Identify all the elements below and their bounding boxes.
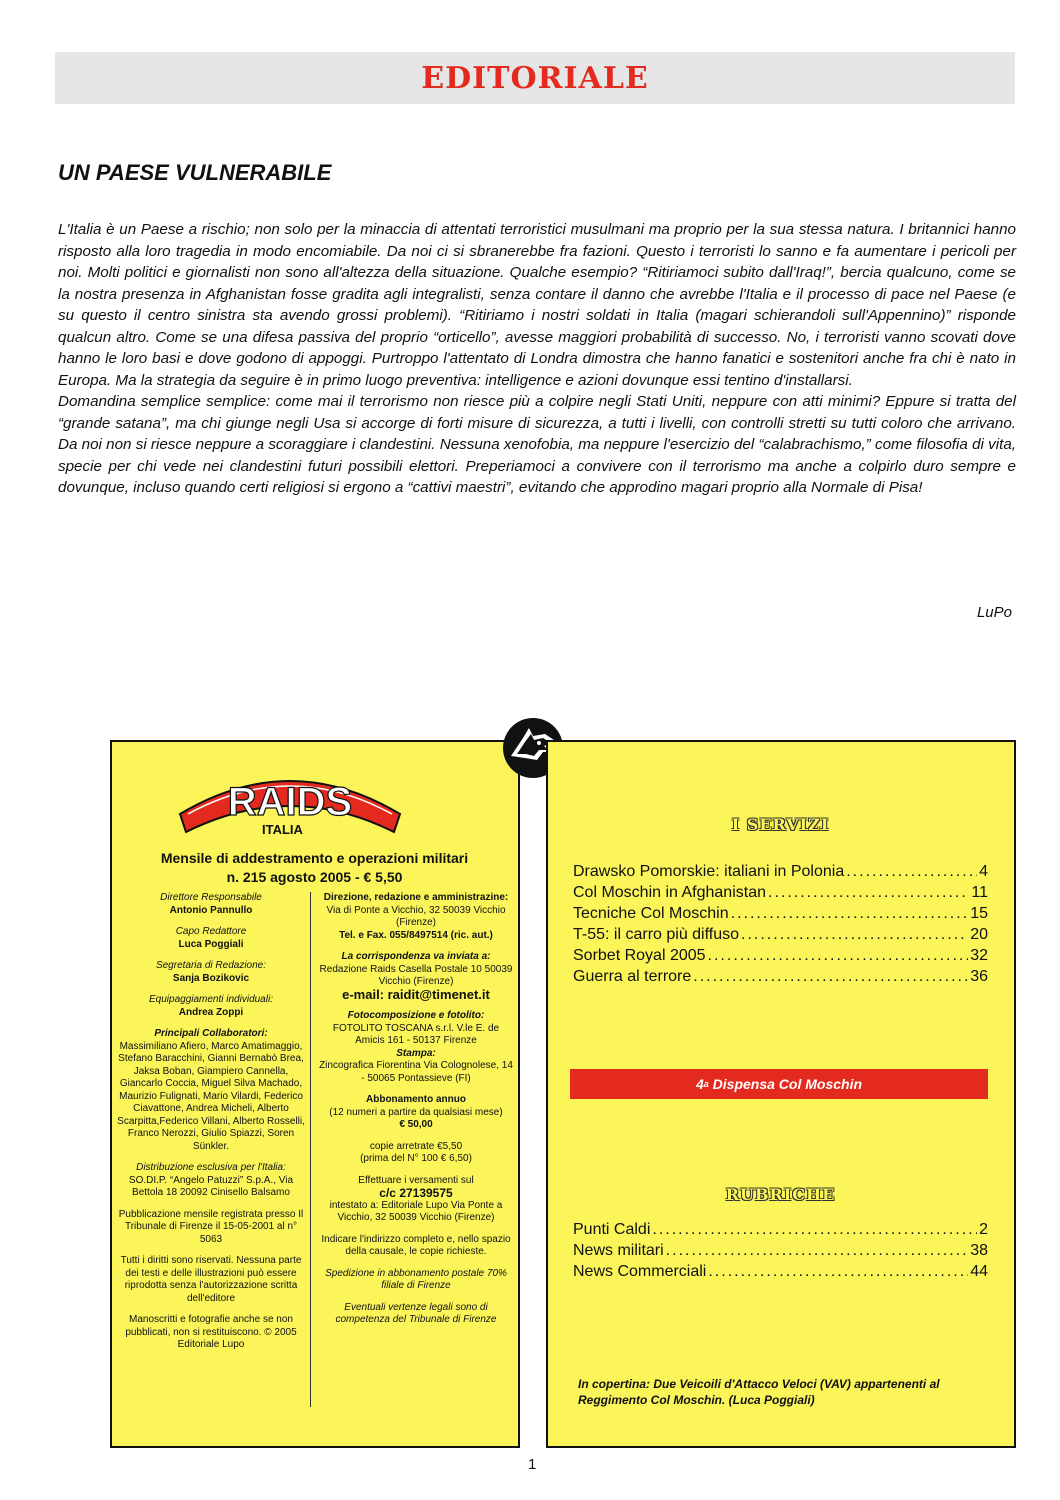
corr-label: La corrispondenza va inviata a: — [341, 951, 491, 962]
toc-leader — [768, 882, 969, 903]
toc-page: 2 — [979, 1221, 988, 1238]
magazine-subtitle: Mensile di addestramento e operazioni militari — [160, 850, 469, 866]
equip-label: Equipaggiamenti individuali: — [149, 994, 273, 1005]
segreteria-label: Segretaria di Redazione: — [155, 960, 267, 971]
toc-row[interactable] — [573, 966, 988, 987]
abbon-price: € 50,00 — [399, 1119, 433, 1130]
editorial-body — [58, 219, 1016, 499]
cover-note: In copertina: Due Veicoili d'Attacco Veloci (VAV) appartenenti al Reggimento Col Moschin. (Luca Poggiali) — [578, 1377, 940, 1407]
dispensa-label: Dispensa Col Moschin — [712, 1076, 863, 1092]
vertenze-text: Eventuali vertenze legali sono di competenza del Tribunale di Firenze — [335, 1301, 497, 1325]
editorial-paragraph-1: L'Italia è un Paese a rischio; non solo per la minaccia di attentati terroristici musulmani ma proprio per la sua stessa natura. I britannici hanno risposto alla loro tragedia in modo encomiabile. Da noi ci si sbranerebbe fra fazioni. Questo i terroristi lo sanno e fa aumentare i pericoli per noi. Molti politici e giornalisti non sono all'altezza della situazione. Qualche esempio? “Ritiriamoci subito dall'Iraq!”, bercia qualcuno, come se la nostra presenza in Afghanistan fosse gradita agli integralisti, senza contare il danno che avrebbe l'Italia e il processo di pace nel Paese (e su questo il centro sinistra sta avendo grossi problemi). “Ritiriamo i nostri soldati in Italia (magari schierandoli sull'Appennino)” risponde qualcun altro. Come se una difesa passiva del proprio “orticello”, avesse maggiori probabilità di successo. No, i terroristi vanno scovati dove hanno le loro basi e dove godono di appoggi. Purtroppo l'attentato di Londra dimostra che hanno fanatici e sostenitori anche fra chi è nato in Europa. Ma la strategia da seguire è in primo luogo preventiva: intelligence e azioni dovunque essi tentino d'installarsi. — [58, 221, 1016, 389]
rubriche-list — [573, 1219, 988, 1282]
abbon-text: (12 numeri a partire da qualsiasi mese) — [329, 1106, 503, 1118]
equip-name: Andrea Zoppi — [178, 1006, 244, 1018]
toc-leader — [652, 1219, 977, 1240]
rights-text: Tutti i diritti sono riservati. Nessuna parte dei testi e delle illustrazioni può essere riprodotta senza l'autorizzazione scritta dell'editore — [120, 1255, 302, 1304]
toc-leader — [846, 861, 977, 882]
distrib-text: SO.DI.P. “Angelo Patuzzi” S.p.A., Via Bettola 18 20092 Cinisello Balsamo — [128, 1174, 294, 1198]
masthead-left-column — [116, 892, 306, 1361]
indicare-text: Indicare l'indirizzo completo e, nello spazio della causale, le copie richieste. — [321, 1233, 511, 1257]
toc-page: 32 — [970, 947, 988, 964]
masthead-box — [110, 740, 520, 1448]
toc-row[interactable] — [573, 1261, 988, 1282]
column-divider — [310, 892, 311, 1407]
toc-title: News militari — [573, 1242, 664, 1259]
page-number: 1 — [528, 1456, 537, 1473]
toc-title: Punti Caldi — [573, 1221, 651, 1238]
toc-page: 11 — [971, 884, 988, 901]
toc-row[interactable] — [573, 882, 988, 903]
collab-list: Massimiliano Afiero, Marco Amatimaggio, Stefano Baracchini, Gianni Bernabò Brea, Jaksa Boban, Giampiero Cannella, Giancarlo Coccia, Miguel Silva Machado, Maurizio Fulignati, Mario Vilardi, Federico Ciavattone, Andrea Micheli, Alberto Scarpitta,Federico Villani, Alberto Rosselli, Franco Nerozzi, Giulio Spiazzi, Soren Sünkler. — [117, 1040, 305, 1152]
issue-info: n. 215 agosto 2005 - € 5,50 — [226, 869, 403, 885]
foto-text: FOTOLITO TOSCANA s.r.l. V.le E. de Amicis 161 - 50137 Firenze — [332, 1022, 500, 1046]
segreteria-name: Sanja Bozikovic — [172, 972, 250, 984]
versamenti-text: Effettuare i versamenti sul — [358, 1174, 474, 1186]
dispensa-ordinal: a — [703, 1079, 709, 1089]
foto-label: Fotocomposizione e fotolito: — [347, 1010, 485, 1021]
toc-leader — [708, 1261, 968, 1282]
servizi-list — [573, 861, 988, 987]
toc-page: 36 — [970, 968, 988, 985]
abbon-label: Abbonamento annuo — [366, 1094, 466, 1105]
toc-page: 20 — [970, 926, 988, 943]
arretrate-text: copie arretrate €5,50 — [369, 1140, 463, 1152]
toc-row[interactable] — [573, 1219, 988, 1240]
toc-title: Sorbet Royal 2005 — [573, 947, 706, 964]
manuscripts-text: Manoscritti e fotografie anche se non pubblicati, non si restituiscono. © 2005 Editoriale Lupo — [125, 1314, 297, 1350]
toc-leader — [666, 1240, 969, 1261]
dispensa-banner[interactable] — [570, 1069, 988, 1099]
editorial-section-label: EDITORIALE — [421, 60, 649, 96]
toc-title: Tecniche Col Moschin — [573, 905, 729, 922]
capo-label: Capo Redattore — [175, 926, 247, 937]
toc-leader — [693, 966, 968, 987]
editorial-paragraph-2: Domandina semplice semplice: come mai il terrorismo non riesce più a colpire negli Stati Uniti, neppure con atti minimi? Eppure si tratta del “grande satana”, ma chi giunge negli Usa si accorge di forti misure di sicurezza, a tutti i livelli, con controlli stretti su tutti coloro che arrivano. Da noi non si riesce neppure a scoraggiare i clandestini. Nessuna xenofobia, ma neppure l'esercizio del “calabrachismo,” come filosofia di vita, specie per chi vede nei clandestini futuri possibili elettori. Preperiamoci a convivere con il terrorismo ma anche a colpirlo duro sempre e dovunque, incluso quando certi religiosi si ergono a “cattivi maestri”, evitando che approdino magari proprio alla Normale di Pisa! — [58, 393, 1016, 496]
registration-text: Pubblicazione mensile registrata presso Il Tribunale di Firenze il 15-05-2001 al n° 5063 — [118, 1208, 304, 1245]
toc-leader — [708, 945, 969, 966]
toc-page: 44 — [970, 1263, 988, 1280]
rubriche-title: RUBRICHE — [725, 1185, 836, 1204]
toc-title: Guerra al terrore — [573, 968, 692, 985]
toc-row[interactable] — [573, 903, 988, 924]
spedizione-text: Spedizione in abbonamento postale 70% filiale di Firenze — [325, 1267, 507, 1291]
raids-logo-text: RAIDS — [227, 780, 353, 824]
masthead-right-column — [318, 892, 514, 1336]
editorial-headline: UN PAESE VULNERABILE — [58, 160, 332, 185]
toc-title: T-55: il carro più diffuso — [573, 926, 740, 943]
contents-box — [546, 740, 1016, 1448]
toc-row[interactable] — [573, 924, 988, 945]
toc-leader — [741, 924, 968, 945]
toc-page: 4 — [979, 863, 988, 880]
distrib-label: Distribuzione esclusiva per l'Italia: — [136, 1162, 286, 1173]
toc-title: News Commerciali — [573, 1263, 707, 1280]
stampa-label: Stampa: — [396, 1047, 436, 1059]
dispensa-number: 4 — [695, 1076, 704, 1092]
tel-fax: Tel. e Fax. 055/8497514 (ric. aut.) — [339, 929, 493, 941]
direttore-name: Antonio Pannullo — [169, 904, 253, 916]
editorial-header-band — [55, 52, 1015, 104]
stampa-text: Zincografica Fiorentina Via Colognolese, 14 - 50065 Pontassieve (FI) — [319, 1060, 513, 1084]
toc-row[interactable] — [573, 861, 988, 882]
email-address: e-mail: raidit@timenet.it — [342, 986, 490, 1002]
direzione-address: Via di Ponte a Vicchio, 32 50039 Vicchio (Firenze) — [326, 904, 506, 928]
collab-label: Principali Collaboratori: — [154, 1028, 268, 1039]
direzione-label: Direzione, redazione e amministrazine: — [323, 892, 509, 903]
editorial-signature: LuPo — [976, 604, 1012, 621]
logo-subtitle: ITALIA — [262, 822, 303, 837]
toc-title: Drawsko Pomorskie: italiani in Polonia — [573, 863, 845, 880]
toc-title: Col Moschin in Afghanistan — [573, 884, 766, 901]
capo-name: Luca Poggiali — [178, 938, 244, 950]
direttore-label: Direttore Responsabile — [160, 892, 262, 903]
toc-page: 38 — [970, 1242, 988, 1259]
cc-number: c/c 27139575 — [379, 1186, 453, 1200]
toc-row[interactable] — [573, 1240, 988, 1261]
toc-row[interactable] — [573, 945, 988, 966]
arretrate-text-2: (prima del N° 100 € 6,50) — [360, 1153, 472, 1164]
toc-leader — [731, 903, 969, 924]
intestato-text: intestato a: Editoriale Lupo Via Ponte a Vicchio, 32 50039 Vicchio (Firenze) — [329, 1199, 503, 1223]
toc-page: 15 — [970, 905, 988, 922]
corr-address: Redazione Raids Casella Postale 10 50039 Vicchio (Firenze) — [319, 963, 513, 987]
servizi-title: I SERVIZI — [731, 815, 830, 834]
